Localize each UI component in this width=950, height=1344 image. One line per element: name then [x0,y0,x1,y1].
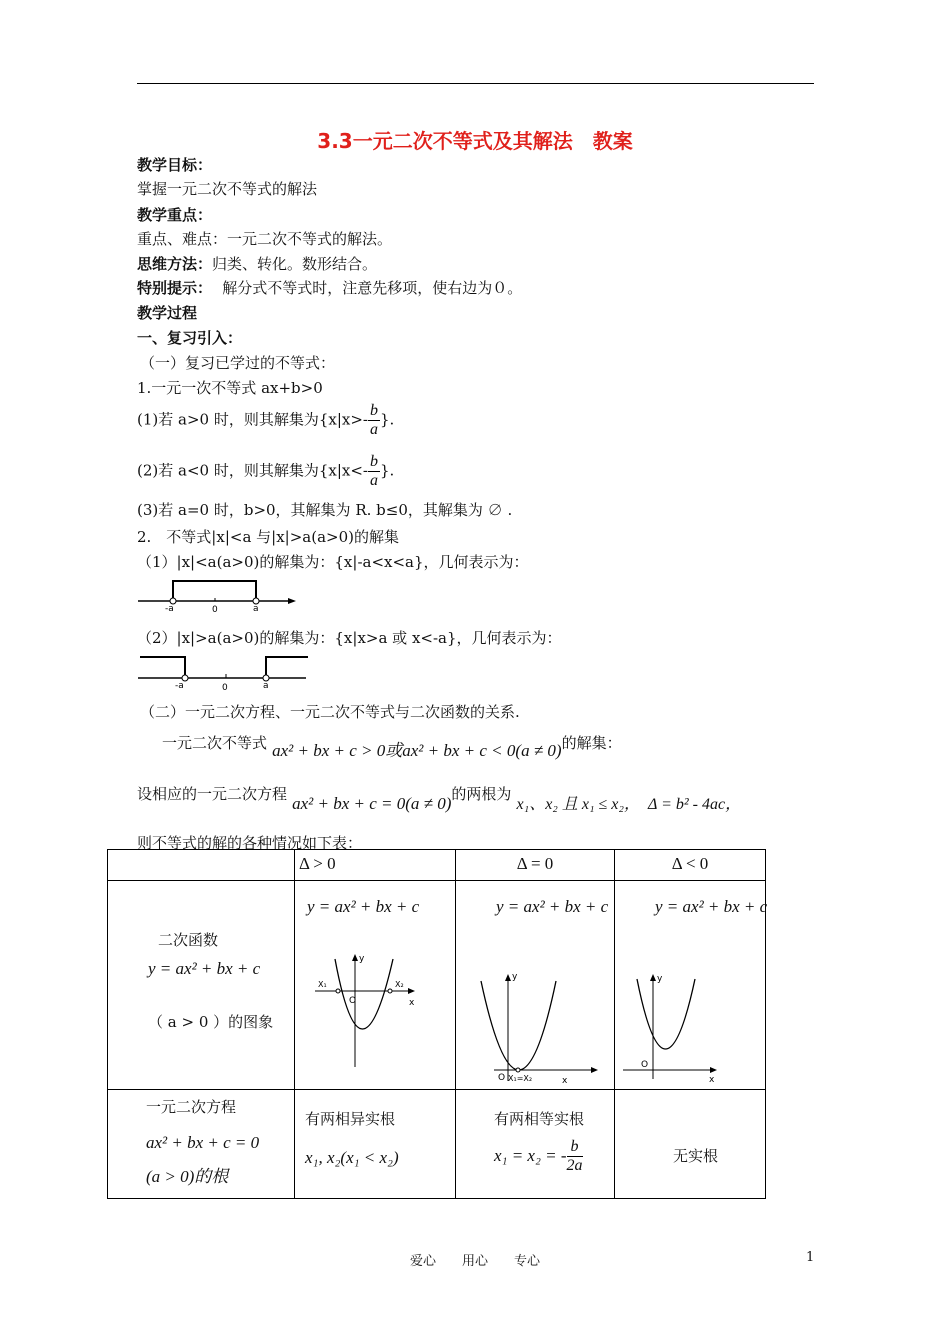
roots-equal-expr: x₁ = x₂ = - [494,1146,567,1165]
header-cell [456,850,615,881]
method-label: 思维方法： [137,255,213,273]
method-text: 归类、转化。数形结合。 [212,255,378,273]
key-text: 重点、难点：一元二次不等式的解法。 [137,230,393,248]
roots-cell-equal [456,1090,615,1199]
graph-cell-two-roots [295,881,456,1090]
item1: 1.一元一次不等式 ax+b>0 [137,379,323,397]
roots-equal-text: 有两相等实根 [494,1110,585,1128]
roots-distinct-text: 有两相异实根 [305,1110,396,1128]
graph-origin-label: O [349,996,357,1006]
table-graph-row [108,881,766,1090]
header-cell [295,850,456,881]
graph3-fn: y = ax² + bx + c [655,897,768,916]
header-empty-cell [108,850,295,881]
frac-den: 2a [566,1157,583,1174]
row2-label-a: 一元二次方程 [146,1098,237,1116]
sub2-heading: （二）一元二次方程、一元二次不等式与二次函数的关系. [140,703,520,721]
case1-text: (1)若 a>0 时，则其解集为{x|x>- [137,410,368,429]
frac-num: b [370,402,378,419]
roots-equal-math [494,1138,583,1175]
table-intro: 则不等式的解的各种情况如下表： [137,834,363,852]
graph-y-label: y [359,954,365,964]
graph-x2-label: X₂ [395,980,404,989]
row1-label-c: （ a > 0 ）的图象 [148,1013,274,1031]
case1-fraction [368,402,380,439]
roots-equal-fraction [567,1138,583,1175]
row2-label-c: (a > 0)的根 [146,1167,229,1186]
goal-text: 掌握一元二次不等式的解法 [137,180,318,198]
graph-cell-no-roots [615,881,766,1090]
nl-zero-label: 0 [212,605,218,615]
nl-left-label: -a [175,681,184,691]
eq-prefix: 设相应的一元二次方程 [137,785,288,803]
frac-num: b [370,453,378,470]
ineq-math: ax² + bx + c > 0或ax² + bx + c < 0(a ≠ 0) [272,741,562,760]
table-roots-row [108,1090,766,1199]
eq-mid: 的两根为 [451,785,512,803]
case2-fraction [368,453,380,490]
number-line-inside [138,578,303,616]
method-line [137,253,377,274]
number-line-outside [138,652,313,692]
case3-end: . [507,501,513,519]
graph-x1-label: X₁ [318,980,327,989]
row-label-roots [108,1090,295,1199]
nl-right-label: a [253,604,259,614]
case3-line [137,499,512,520]
roots-none-text: 无实根 [673,1147,719,1165]
graph-x1x2-label: X₁=X₂ [508,1074,533,1083]
graph-x-label: x [709,1075,715,1085]
document-title: 3.3一元二次不等式及其解法 教案 [317,129,633,153]
graph1-fn: y = ax² + bx + c [307,897,420,916]
hint-text: 解分式不等式时，注意先移项，使右边为０。 [222,279,523,297]
roots-cell-distinct [295,1090,456,1199]
graph-origin-label: O [498,1073,506,1083]
eq-roots: x₁、x₂ 且 x₁ ≤ x₂ [516,796,624,813]
parabola-two-roots-graph [315,949,425,1074]
eq-line [137,781,742,813]
header-rule [137,83,814,84]
case2-end: }. [380,461,395,480]
roots-distinct-math: x₁, x₂(x₁ < x₂) [305,1148,399,1167]
item2: 2. 不等式|x|<a 与|x|>a(a>0)的解集 [137,528,399,546]
ineq-suffix: 的解集： [561,734,622,752]
case2-text: (2)若 a<0 时，则其解集为{x|x<- [137,461,368,480]
case1-line [137,402,394,439]
nl-left-label: -a [165,604,174,614]
abs2-text: （2）|x|>a(a>0)的解集为：{x|x>a 或 x<-a}，几何表示为： [137,629,562,647]
frac-num: b [567,1138,583,1157]
table-header-row [108,850,766,881]
row1-label-b: y = ax² + bx + c [148,959,261,978]
row1-label-a: 二次函数 [158,931,219,949]
ineq-line [162,728,622,760]
graph-x-label: x [562,1076,568,1086]
frac-den: a [370,472,378,489]
eq-math: ax² + bx + c = 0(a ≠ 0) [292,794,452,813]
goal-label: 教学目标： [137,156,213,174]
case3-text: (3)若 a=0 时，b>0，其解集为 R. b≤0，其解集为 [137,501,483,519]
page-number: 1 [806,1250,815,1265]
graph2-fn: y = ax² + bx + c [496,897,609,916]
graph-cell-double-root [456,881,615,1090]
case1-end: }. [380,410,395,429]
header-cell [615,850,766,881]
roots-cell-none [615,1090,766,1199]
cases-table [107,849,766,1199]
process-label: 教学过程 [137,304,198,322]
abs1-text: （1）|x|<a(a>0)的解集为：{x|-a<x<a}，几何表示为： [137,553,529,571]
graph-y-label: y [512,972,518,982]
nl-zero-label: 0 [222,683,228,693]
sub1-heading: （一）复习已学过的不等式： [140,354,336,372]
case2-line [137,453,394,490]
frac-den: a [370,421,378,438]
page-footer: 爱心 用心 专心 [409,1254,540,1269]
nl-right-label: a [263,681,269,691]
empty-set-symbol: ∅ [487,501,503,519]
header-delta-negative: Δ < 0 [671,854,709,873]
key-label: 教学重点： [137,206,213,224]
hint-label: 特别提示： [137,279,213,297]
hint-line [137,277,522,298]
graph-x-label: x [409,998,415,1008]
header-delta-zero: Δ = 0 [516,854,554,873]
graph-y-label: y [657,974,663,984]
header-delta-positive: Δ > 0 [299,854,336,873]
section1-heading: 一、复习引入： [137,329,243,347]
graph-origin-label: O [641,1060,649,1070]
eq-delta: ， Δ = b² - 4ac， [623,796,742,813]
row2-label-b: ax² + bx + c = 0 [146,1133,260,1152]
parabola-no-roots-graph [623,969,733,1085]
parabola-double-root-graph [476,969,596,1089]
row-label-graph [108,881,295,1090]
ineq-prefix: 一元二次不等式 [162,734,268,752]
